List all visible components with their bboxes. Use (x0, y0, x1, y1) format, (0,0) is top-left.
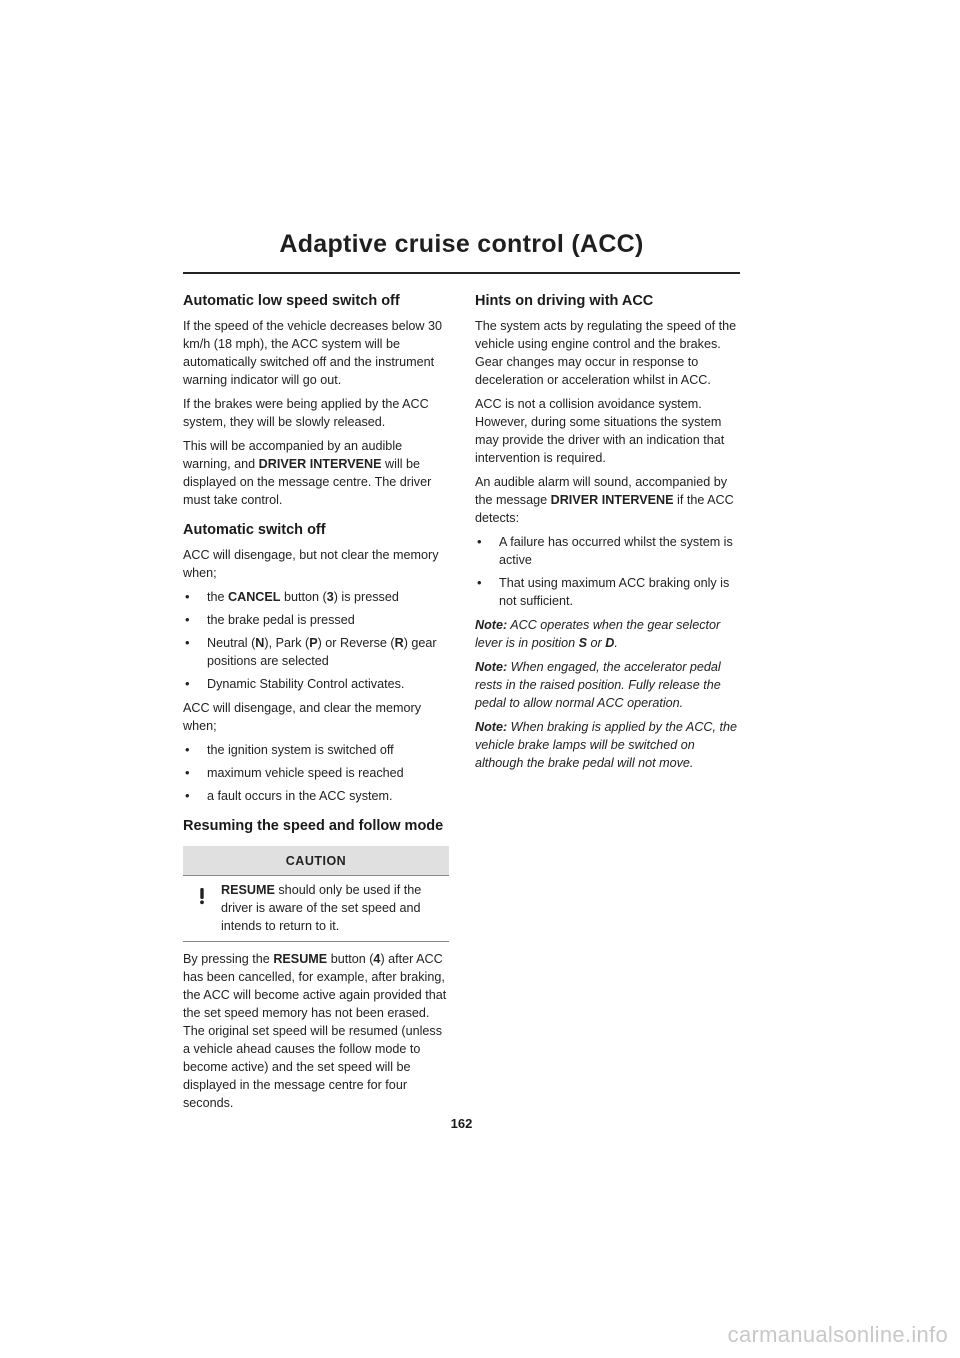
bullet-list (183, 741, 449, 805)
list-item: • a fault occurs in the ACC system. (183, 787, 449, 805)
paragraph: ACC is not a collision avoidance system. However, during some situations the system may provide the driver with an indication that intervention is required. (475, 397, 725, 465)
text: should only be used if the driver is aware of the set speed and intends to return to it. (221, 883, 422, 933)
note (475, 616, 741, 652)
button-number: 3 (326, 590, 334, 604)
text: ) or Reverse ( (317, 636, 395, 650)
section-heading-hints: Hints on driving with ACC (475, 293, 654, 309)
text: the (207, 590, 229, 604)
note (475, 658, 741, 712)
watermark: carmanualsonline.info (727, 1322, 948, 1347)
paragraph (183, 437, 449, 509)
list-item: • the brake pedal is pressed (183, 611, 449, 629)
section-heading-resuming-speed: Resuming the speed and follow mode (183, 818, 444, 834)
text: ), Park ( (264, 636, 310, 650)
text: if the ACC detects: (475, 493, 734, 525)
note-label: Note: (475, 660, 508, 674)
section-heading-automatic-switch-off: Automatic switch off (183, 522, 326, 538)
text: will be displayed on the message centre. The driver must take control. (183, 457, 432, 507)
paragraph: The system acts by regulating the speed of the vehicle using engine control and the brakes. Gear changes may occur in response to deceleration or acceleration whilst in ACC. (475, 319, 737, 387)
text: or (587, 636, 606, 650)
list-item: • A failure has occurred whilst the system is active (475, 533, 741, 569)
text: When engaged, the accelerator pedal rests in the raised position. Fully release the pedal to allow normal ACC operation. (475, 660, 721, 710)
page-number: 162 (450, 1116, 473, 1131)
text: Neutral ( (207, 636, 256, 650)
button-number: 4 (373, 952, 381, 966)
text: ACC operates when the gear selector lever is in position (475, 618, 721, 650)
caution-box (183, 846, 449, 942)
list-item: • That using maximum ACC braking only is not sufficient. (475, 574, 741, 610)
list-item: • Dynamic Stability Control activates. (183, 675, 449, 693)
text: button ( (327, 952, 374, 966)
caution-body (183, 876, 449, 942)
list-item: • the ignition system is switched off (183, 741, 449, 759)
message-text: DRIVER INTERVENE (258, 457, 382, 471)
title-divider (183, 272, 740, 274)
note-label: Note: (475, 618, 508, 632)
gear-letter: D (605, 636, 615, 650)
text: button ( (280, 590, 327, 604)
caution-header: CAUTION (183, 846, 449, 876)
text: An audible alarm will sound, accompanied by the message (475, 475, 728, 507)
text: This will be accompanied by an audible warning, and (183, 439, 403, 471)
text: . (614, 636, 618, 650)
text: When braking is applied by the ACC, the vehicle brake lamps will be switched on although the brake pedal will not move. (475, 720, 738, 770)
list-item: • maximum vehicle speed is reached (183, 764, 449, 782)
paragraph: ACC will disengage, and clear the memory when; (183, 701, 421, 733)
button-name: RESUME (221, 883, 275, 897)
button-name: RESUME (273, 952, 328, 966)
page-title: Adaptive cruise control (ACC) (279, 230, 644, 258)
text: ) is pressed (333, 590, 399, 604)
note (475, 718, 741, 772)
paragraph: If the brakes were being applied by the ACC system, they will be slowly released. (183, 397, 429, 429)
message-text: DRIVER INTERVENE (550, 493, 674, 507)
exclamation-icon (183, 881, 221, 935)
caution-text (221, 881, 449, 935)
bullet-list (183, 588, 449, 693)
paragraph: If the speed of the vehicle decreases below 30 km/h (18 mph), the ACC system will be automatically switched off and the instrument warning indicator will go out. (183, 319, 443, 387)
paragraph (475, 473, 741, 527)
list-item (183, 634, 449, 670)
bullet-list (475, 533, 741, 610)
gear-letter: R (394, 636, 404, 650)
gear-letter: P (309, 636, 318, 650)
note-label: Note: (475, 720, 508, 734)
right-column (475, 292, 741, 778)
paragraph (183, 950, 449, 1112)
button-name: CANCEL (228, 590, 281, 604)
text: By pressing the (183, 952, 274, 966)
gear-letter: S (578, 636, 588, 650)
left-column (183, 292, 449, 1118)
section-heading-low-speed-switch-off: Automatic low speed switch off (183, 293, 400, 309)
list-item (183, 588, 449, 606)
paragraph: ACC will disengage, but not clear the memory when; (183, 548, 439, 580)
gear-letter: N (255, 636, 265, 650)
text: ) gear positions are selected (207, 636, 437, 668)
text: ) after ACC has been cancelled, for example, after braking, the ACC will become active again provided that the set speed memory has not been erased. The original set speed will be resumed (unless a vehicle ahead causes the follow mode to become active) and the set speed will be displayed in the message centre for four seconds. (183, 952, 447, 1110)
